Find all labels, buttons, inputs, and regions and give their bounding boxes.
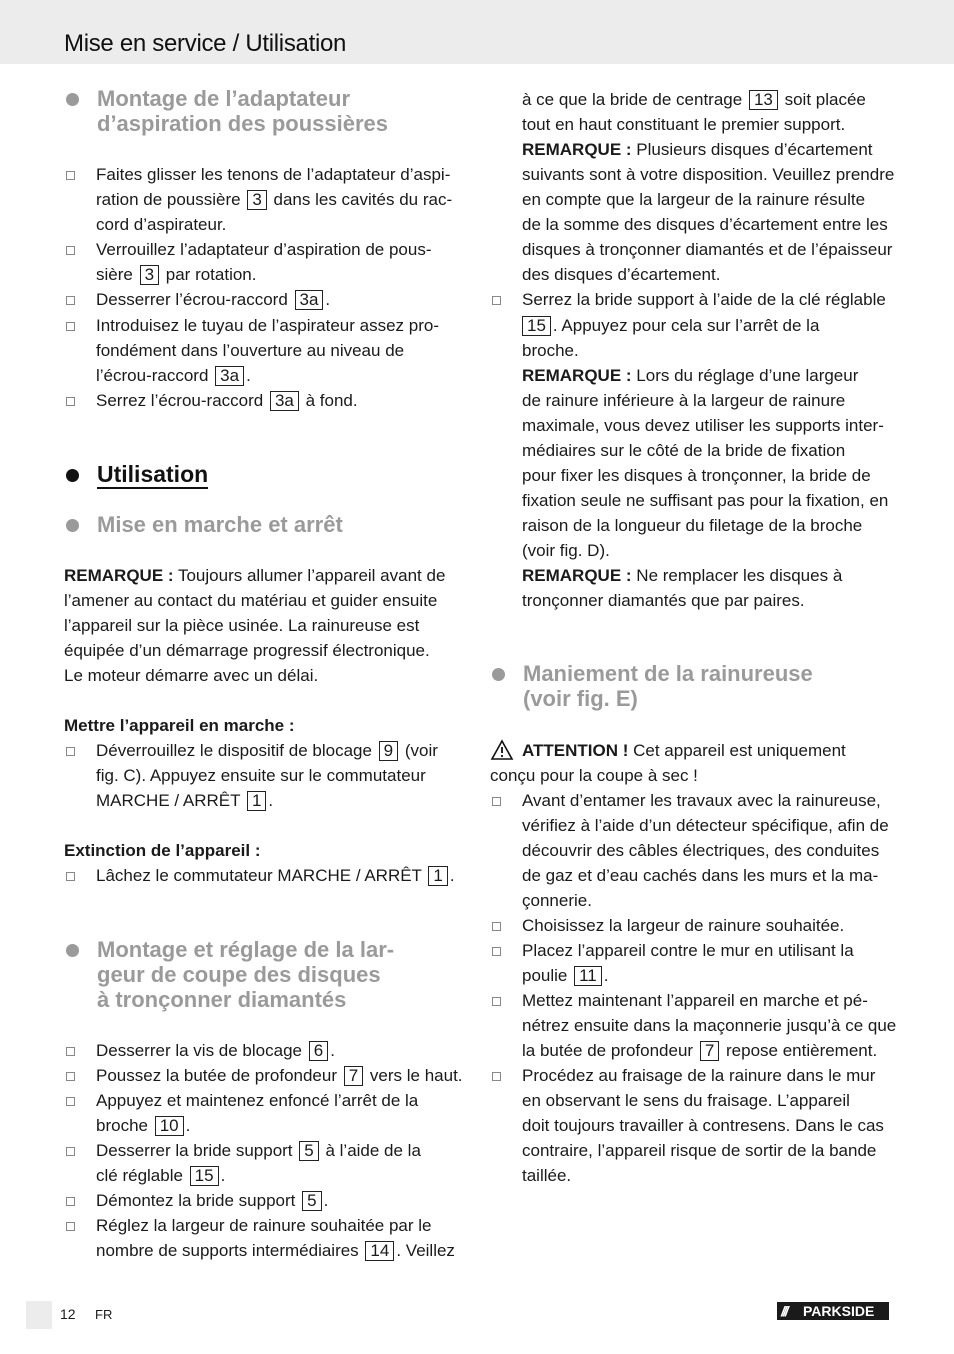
list-item-cont bbox=[64, 363, 251, 388]
warning-triangle-icon bbox=[490, 739, 514, 761]
text: Procédez au fraisage de la rainure dans le mur bbox=[522, 1066, 876, 1085]
text: fondément dans l’ouverture au niveau de bbox=[96, 341, 405, 360]
checkbox-icon bbox=[492, 1072, 501, 1081]
text: nombre de supports intermédiaires bbox=[96, 1241, 364, 1260]
checkbox-icon bbox=[66, 872, 75, 881]
text: clé réglable bbox=[96, 1166, 188, 1185]
part-ref: 1 bbox=[428, 866, 447, 886]
note-line bbox=[490, 413, 884, 438]
part-ref: 5 bbox=[302, 1191, 321, 1211]
checkbox-icon bbox=[66, 1097, 75, 1106]
list-item bbox=[490, 287, 886, 312]
text: raison de la longueur du filetage de la broche bbox=[522, 516, 863, 535]
text: broche bbox=[96, 1116, 153, 1135]
subheading-on: Mettre l’appareil en marche : bbox=[64, 716, 295, 735]
note-line bbox=[64, 588, 437, 613]
list-item bbox=[64, 162, 450, 187]
list-item-cont bbox=[490, 838, 879, 863]
list-item-cont bbox=[490, 963, 609, 988]
note-line bbox=[490, 488, 888, 513]
checkbox-icon bbox=[66, 1072, 75, 1081]
text: Lors du réglage d’une largeur bbox=[631, 366, 859, 385]
text: Cet appareil est uniquement bbox=[628, 741, 846, 760]
part-ref: 13 bbox=[749, 90, 778, 110]
list-item-cont bbox=[64, 1163, 225, 1188]
text: Ne remplacer les disques à bbox=[631, 566, 843, 585]
text: conçu pour la coupe à sec ! bbox=[490, 766, 698, 785]
list-item-cont bbox=[490, 1038, 877, 1063]
checkbox-icon bbox=[66, 1197, 75, 1206]
checkbox-icon bbox=[66, 171, 75, 180]
note-line bbox=[490, 563, 842, 588]
note-label: REMARQUE : bbox=[522, 366, 632, 385]
text: broche. bbox=[522, 341, 579, 360]
text: disques à tronçonner diamantés et de l’épaisseur bbox=[522, 240, 893, 259]
list-item-cont bbox=[64, 187, 452, 212]
checkbox-icon bbox=[66, 296, 75, 305]
part-ref: 3 bbox=[140, 265, 159, 285]
text: médiaires sur le côté de la bride de fixation bbox=[522, 441, 846, 460]
list-item-cont bbox=[490, 338, 579, 363]
checkbox-icon bbox=[66, 246, 75, 255]
heading-line: (voir fig. E) bbox=[523, 686, 638, 711]
text: Avant d’entamer les travaux avec la rainureuse, bbox=[522, 791, 881, 810]
text: Serrez l’écrou-raccord bbox=[96, 391, 268, 410]
list-item-cont bbox=[490, 1013, 896, 1038]
list-item-cont bbox=[490, 1138, 876, 1163]
text: taillée. bbox=[522, 1166, 572, 1185]
text: nétrez ensuite dans la maçonnerie jusqu’à ce que bbox=[522, 1016, 897, 1035]
checkbox-icon bbox=[66, 397, 75, 406]
checkbox-icon bbox=[66, 1222, 75, 1231]
text: à l’aide de la bbox=[320, 1141, 421, 1160]
text: Desserrer la vis de blocage bbox=[96, 1041, 307, 1060]
heading-text: Utilisation bbox=[97, 461, 209, 487]
text: Desserrer la bride support bbox=[96, 1141, 298, 1160]
list-item bbox=[64, 1063, 463, 1088]
subheading-off: Extinction de l’appareil : bbox=[64, 841, 261, 860]
note-label: REMARQUE : bbox=[522, 140, 632, 159]
text: suivants sont à votre disposition. Veuillez prendre bbox=[522, 165, 895, 184]
text: . Veillez bbox=[396, 1241, 455, 1260]
page-number: 12 bbox=[60, 1306, 76, 1322]
list-item-cont bbox=[490, 313, 819, 338]
text: vers le haut. bbox=[365, 1066, 463, 1085]
text: cord d’aspirateur. bbox=[96, 215, 227, 234]
part-ref: 3a bbox=[295, 290, 324, 310]
text: (voir bbox=[400, 741, 438, 760]
heading-line: d’aspiration des poussières bbox=[97, 111, 388, 136]
checkbox-icon bbox=[66, 1047, 75, 1056]
note-line bbox=[490, 438, 845, 463]
section-heading-discs bbox=[64, 937, 394, 1012]
part-ref: 1 bbox=[247, 791, 266, 811]
text: MARCHE / ARRÊT bbox=[96, 791, 245, 810]
text: tronçonner diamantés que par paires. bbox=[522, 591, 805, 610]
text: Toujours allumer l’appareil avant de bbox=[173, 566, 446, 585]
note-line bbox=[490, 162, 894, 187]
checkbox-icon bbox=[66, 322, 75, 331]
part-ref: 14 bbox=[365, 1241, 394, 1261]
list-item-cont bbox=[64, 1238, 455, 1263]
text: . bbox=[325, 290, 331, 309]
text: contraire, l’appareil risque de sortir de la bande bbox=[522, 1141, 877, 1160]
note-line bbox=[490, 538, 610, 563]
text: doit toujours travailler à contresens. Dans le cas bbox=[522, 1116, 884, 1135]
list-item-cont bbox=[64, 338, 404, 363]
list-item-cont bbox=[490, 112, 845, 137]
list-item-cont bbox=[490, 1113, 884, 1138]
list-item bbox=[64, 388, 358, 413]
text: ration de poussière bbox=[96, 190, 246, 209]
part-ref: 15 bbox=[190, 1166, 219, 1186]
text: vérifiez à l’aide d’un détecteur spécifique, afin de bbox=[522, 816, 889, 835]
text: Faites glisser les tenons de l’adaptateur d’aspi- bbox=[96, 165, 451, 184]
section-heading-utilisation bbox=[64, 461, 208, 487]
list-item bbox=[64, 313, 439, 338]
text: . bbox=[603, 966, 609, 985]
text: Lâchez le commutateur MARCHE / ARRÊT bbox=[96, 866, 427, 885]
text: Desserrer l’écrou-raccord bbox=[96, 290, 293, 309]
text: fixation seule ne suffisant pas pour la fixation, en bbox=[522, 491, 889, 510]
text: en observant le sens du fraisage. L’appareil bbox=[522, 1091, 850, 1110]
text: de la somme des disques d’écartement entre les bbox=[522, 215, 888, 234]
note-line bbox=[490, 262, 720, 287]
text: équipée d’un démarrage progressif électronique. bbox=[64, 641, 430, 660]
text: repose entièrement. bbox=[721, 1041, 878, 1060]
note-line bbox=[64, 613, 419, 638]
attention-label: ATTENTION ! bbox=[522, 741, 629, 760]
note-line bbox=[490, 463, 871, 488]
list-item bbox=[64, 287, 330, 312]
list-item-cont bbox=[490, 813, 889, 838]
list-item-cont bbox=[490, 888, 592, 913]
text: Déverrouillez le dispositif de blocage bbox=[96, 741, 377, 760]
list-item bbox=[64, 1188, 328, 1213]
list-item-cont bbox=[64, 262, 257, 287]
text: . bbox=[185, 1116, 191, 1135]
text: çonnerie. bbox=[522, 891, 592, 910]
text: à fond. bbox=[300, 391, 358, 410]
section-heading-adapter bbox=[64, 86, 388, 136]
part-ref: 10 bbox=[155, 1116, 184, 1136]
checkbox-icon bbox=[492, 797, 501, 806]
text: . bbox=[330, 1041, 335, 1060]
list-item-cont bbox=[490, 87, 866, 112]
note-line bbox=[490, 187, 865, 212]
language-code: FR bbox=[95, 1307, 113, 1322]
attention-line bbox=[490, 738, 846, 763]
text: découvrir des câbles électriques, des conduites bbox=[522, 841, 880, 860]
parkside-logo bbox=[777, 1302, 889, 1320]
text: . Appuyez pour cela sur l’arrêt de la bbox=[552, 316, 820, 335]
text: Mettez maintenant l’appareil en marche et pé- bbox=[522, 991, 868, 1010]
section-heading-handling bbox=[490, 661, 813, 711]
text: l’écrou-raccord bbox=[96, 366, 214, 385]
part-ref: 5 bbox=[299, 1141, 318, 1161]
part-ref: 6 bbox=[309, 1041, 328, 1061]
text: tout en haut constituant le premier support. bbox=[522, 115, 846, 134]
text: Verrouillez l’adaptateur d’aspiration de pous- bbox=[96, 240, 432, 259]
note-label: REMARQUE : bbox=[522, 566, 632, 585]
text: l’amener au contact du matériau et guider ensuite bbox=[64, 591, 438, 610]
text: Appuyez et maintenez enfoncé l’arrêt de la bbox=[96, 1091, 419, 1110]
logo-stripes: /// bbox=[781, 1303, 787, 1319]
text: par rotation. bbox=[161, 265, 257, 284]
list-item-cont bbox=[64, 788, 273, 813]
list-item-cont bbox=[490, 1163, 571, 1188]
text: . bbox=[449, 866, 455, 885]
text: soit placée bbox=[779, 90, 866, 109]
part-ref: 9 bbox=[379, 741, 398, 761]
list-item bbox=[64, 1088, 418, 1113]
text: . bbox=[246, 366, 251, 385]
text: Placez l’appareil contre le mur en utilisant la bbox=[522, 941, 854, 960]
part-ref: 3a bbox=[270, 391, 299, 411]
part-ref: 3 bbox=[247, 190, 266, 210]
part-ref: 15 bbox=[522, 316, 551, 336]
page-header bbox=[0, 0, 954, 64]
part-ref: 11 bbox=[574, 966, 602, 986]
bullet-icon bbox=[492, 668, 505, 681]
part-ref: 7 bbox=[700, 1041, 719, 1061]
checkbox-icon bbox=[66, 747, 75, 756]
text: de rainure inférieure à la largeur de rainure bbox=[522, 391, 846, 410]
note-line bbox=[64, 563, 445, 588]
checkbox-icon bbox=[492, 922, 501, 931]
heading-line: Montage de l’adaptateur bbox=[97, 86, 351, 111]
bullet-icon bbox=[66, 519, 79, 532]
text: Poussez la butée de profondeur bbox=[96, 1066, 342, 1085]
logo-text: PARKSIDE bbox=[803, 1303, 875, 1319]
text: (voir fig. D). bbox=[522, 541, 610, 560]
list-item bbox=[64, 1213, 431, 1238]
text: Choisissez la largeur de rainure souhaitée. bbox=[522, 916, 845, 935]
checkbox-icon bbox=[492, 997, 501, 1006]
list-item bbox=[64, 863, 455, 888]
text: Introduisez le tuyau de l’aspirateur assez pro- bbox=[96, 316, 440, 335]
list-item bbox=[490, 988, 868, 1013]
note-line bbox=[490, 363, 858, 388]
text: la butée de profondeur bbox=[522, 1041, 698, 1060]
text: de gaz et d’eau cachés dans les murs et la ma- bbox=[522, 866, 879, 885]
list-item-cont bbox=[490, 863, 878, 888]
note-line bbox=[490, 388, 845, 413]
checkbox-icon bbox=[66, 1147, 75, 1156]
note-line bbox=[490, 212, 888, 237]
text: poulie bbox=[522, 966, 573, 985]
text: en compte que la largeur de la rainure résulte bbox=[522, 190, 866, 209]
attention-line bbox=[490, 763, 698, 788]
bullet-icon bbox=[66, 469, 79, 482]
checkbox-icon bbox=[492, 947, 501, 956]
section-heading-on-off bbox=[64, 512, 343, 537]
list-item bbox=[64, 237, 431, 262]
text: Serrez la bride support à l’aide de la clé réglable bbox=[522, 290, 886, 309]
bullet-icon bbox=[66, 944, 79, 957]
part-ref: 3a bbox=[215, 366, 244, 386]
list-item bbox=[64, 1038, 335, 1063]
text: Démontez la bride support bbox=[96, 1191, 301, 1210]
note-label: REMARQUE : bbox=[64, 566, 174, 585]
text: dans les cavités du rac- bbox=[268, 190, 453, 209]
heading-line: Montage et réglage de la lar- bbox=[97, 937, 395, 962]
list-item bbox=[490, 913, 844, 938]
text: des disques d’écartement. bbox=[522, 265, 721, 284]
list-item bbox=[64, 1138, 421, 1163]
text: Plusieurs disques d’écartement bbox=[631, 140, 873, 159]
note-line bbox=[490, 237, 892, 262]
text: pour fixer les disques à tronçonner, la bride de bbox=[522, 466, 871, 485]
heading-line: à tronçonner diamantés bbox=[97, 987, 347, 1012]
note-line bbox=[490, 137, 873, 162]
heading-line: Maniement de la rainureuse bbox=[523, 661, 813, 686]
list-item bbox=[490, 788, 881, 813]
heading-text: Mise en marche et arrêt bbox=[97, 512, 343, 537]
text: Le moteur démarre avec un délai. bbox=[64, 666, 319, 685]
list-item-cont bbox=[64, 763, 426, 788]
text: fig. C). Appuyez ensuite sur le commutateur bbox=[96, 766, 426, 785]
note-line bbox=[490, 513, 862, 538]
part-ref: 7 bbox=[344, 1066, 363, 1086]
text: . bbox=[323, 1191, 329, 1210]
note-line bbox=[64, 638, 430, 663]
text: à ce que la bride de centrage bbox=[522, 90, 747, 109]
text: Réglez la largeur de rainure souhaitée par le bbox=[96, 1216, 432, 1235]
list-item bbox=[490, 1063, 875, 1088]
list-item bbox=[64, 738, 438, 763]
bullet-icon bbox=[66, 93, 79, 106]
text: l’appareil sur la pièce usinée. La rainureuse est bbox=[64, 616, 420, 635]
footer-marker bbox=[26, 1301, 52, 1329]
list-item bbox=[490, 938, 854, 963]
list-item-cont bbox=[64, 212, 226, 237]
note-line bbox=[490, 588, 805, 613]
heading-line: geur de coupe des disques bbox=[97, 962, 381, 987]
text: maximale, vous devez utiliser les supports inter- bbox=[522, 416, 884, 435]
list-item-cont bbox=[490, 1088, 850, 1113]
checkbox-icon bbox=[492, 296, 501, 305]
page-title: Mise en service / Utilisation bbox=[64, 30, 347, 57]
note-line bbox=[64, 663, 318, 688]
list-item-cont bbox=[64, 1113, 190, 1138]
text: sière bbox=[96, 265, 138, 284]
text: . bbox=[268, 791, 274, 810]
text: . bbox=[220, 1166, 226, 1185]
